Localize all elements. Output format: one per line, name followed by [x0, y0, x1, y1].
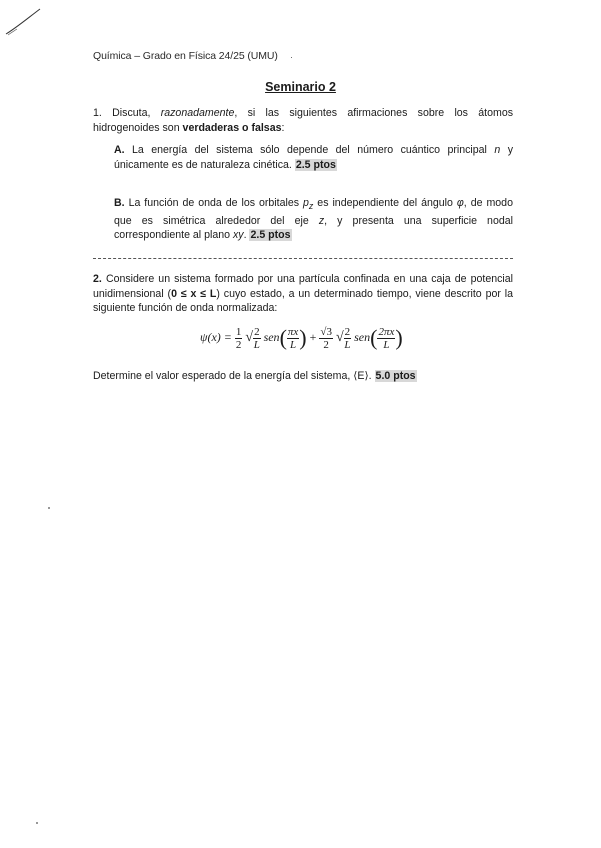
points-badge: 5.0 ptos — [375, 370, 416, 382]
section-divider — [93, 258, 513, 259]
scan-speck — [36, 822, 38, 824]
part-b-label: B. — [114, 197, 125, 209]
q1-emphasis: razonadamente — [160, 107, 235, 119]
course-header: Química – Grado en Física 24/25 (UMU) — [93, 50, 278, 62]
q1-bold-phrase: verdaderas o falsas — [182, 121, 282, 134]
part-a-label: A. — [114, 144, 125, 156]
page-title: Seminario 2 — [265, 80, 336, 94]
points-badge: 2.5 ptos — [295, 158, 336, 171]
speck: · — [290, 52, 293, 62]
pen-stroke-mark — [4, 6, 44, 38]
question-1-part-a: A. La energía del sistema sólo depende del número cuántico principal n y únicamente es de naturaleza cinética. 2.5 ptos — [114, 144, 513, 171]
wave-function-formula: ψ(x) = $\frac{1}{2}$ √ $\frac{2}{L}$ sen( $\frac{\pi x}{L}$ ) + $\frac{√3}{2}$ √ $\frac{2}{L}$ sen( $\frac{2\pi x}{L}$ ) — [200, 325, 403, 351]
q2-number: 2. — [93, 273, 102, 285]
expectation-symbol: ⟨E⟩ — [353, 370, 369, 382]
scan-speck — [48, 507, 50, 509]
question-1-text: 1. Discuta, razonadamente, si las siguientes afirmaciones sobre los átomos hidrogenoides son verdaderas o falsas: — [93, 107, 514, 134]
points-badge: 2.5 ptos — [250, 229, 291, 242]
question-2-prompt: Determine el valor esperado de la energía del sistema, ⟨E⟩. 5.0 ptos — [93, 370, 416, 382]
question-2-text: 2. Considere un sistema formado por una partícula confinada en una caja de potencial unidimensional (0 ≤ x ≤ L) cuyo estado, a un determinado tiempo, viene descrito por la siguiente función de onda normalizada: — [93, 273, 513, 314]
q1-number: 1. — [93, 107, 102, 119]
question-1-part-b: B. La función de onda de los orbitales $p_z$ es independiente del ángulo φ, de modo que es simétrica alrededor del eje z, y presenta una superficie nodal correspondiente al plano xy. 2.5 ptos — [114, 197, 513, 242]
